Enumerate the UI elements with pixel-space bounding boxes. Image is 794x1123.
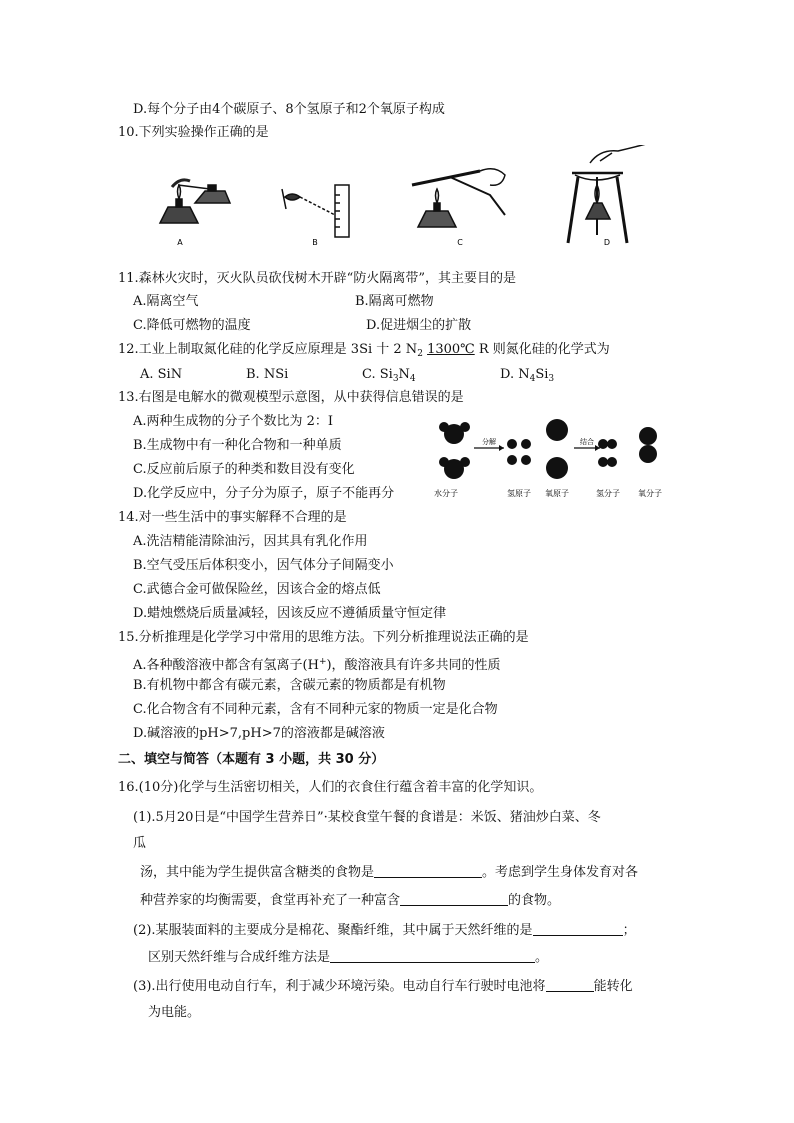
q14-stem: 14.对一些生活中的事实解释不合理的是 <box>118 510 347 525</box>
q10-label-d: D <box>603 238 611 247</box>
q10-fig-d-tripod <box>568 145 650 243</box>
q16-blank-carb-food[interactable] <box>374 863 482 878</box>
section2-title: 二、填空与简答（本题有 3 小题，共 30 分） <box>118 752 385 767</box>
q13-label-water: 水分子 <box>434 489 458 498</box>
q13-option-d: D.化学反应中，分子分为原子，原子不能再分 <box>133 486 395 501</box>
q16-part3-line1: (3).出行使用电动自行车，利于减少环境污染。电动自行车行驶时电池将 能转化 <box>133 979 633 994</box>
q15-option-c: C.化合物含有不同种元素，含有不同种元家的物质一定是化合物 <box>133 702 498 717</box>
q10-label-b: B <box>312 238 318 247</box>
q16-part1-line2: 瓜 <box>133 836 147 851</box>
q12-option-d: D. $N_4Si_3$ <box>500 367 555 384</box>
q15-option-d: D.碱溶液的pH>7,pH>7的溶液都是碱溶液 <box>133 726 385 741</box>
q10-label-c: C <box>457 238 463 247</box>
q11-option-c: C.降低可燃物的温度 <box>133 318 251 333</box>
q13-arrow2-label: 结合 <box>580 438 594 446</box>
q16-part1-line1: (1).5月20日是“中国学生营养日”·某校食堂午餐的食谱是：米饭、猪油炒白菜、冬 <box>133 810 601 825</box>
q11-option-d: D.促进烟尘的扩散 <box>366 318 472 333</box>
q13-arrow1-label: 分解 <box>482 438 496 446</box>
q11-option-b: B.隔离可燃物 <box>355 294 434 309</box>
q16-blank-energy[interactable] <box>546 977 594 992</box>
q13-hydrogen-molecules <box>598 439 617 467</box>
q13-label-h-atom: 氢原子 <box>507 489 531 498</box>
q15-stem: 15.分析推理是化学学习中常用的思维方法。下列分析推理说法正确的是 <box>118 630 529 645</box>
q13-water-molecules <box>439 422 470 479</box>
q11-stem: 11.森林火灾时，灭火队员砍伐树木开辟“防火隔离带”，其主要目的是 <box>118 271 516 286</box>
q12-stem: 12.工业上制取氮化硅的化学反应原理是 3Si 十 2 $N_2$ 1300℃ R 则氮化硅的化学式为 <box>118 342 610 359</box>
q16-stem: 16.(10分)化学与生活密切相关，人们的衣食住行蕴含着丰富的化学知识。 <box>118 780 543 795</box>
q10-fig-c-heating <box>412 169 505 227</box>
q13-electrolysis-figure <box>432 414 672 502</box>
q13-stem: 13.右图是电解水的微观模型示意图，从中获得信息错误的是 <box>118 390 464 405</box>
q12-option-c: C. $Si_3N_4$ <box>362 367 416 384</box>
q14-option-b: B.空气受压后体积变小，因气体分子间隔变小 <box>133 558 394 573</box>
q9-option-d: D.每个分子由4个碳原子、8个氢原子和2个氧原子构成 <box>133 102 445 117</box>
q10-figure <box>150 145 670 250</box>
q12-option-b: B. NSi <box>246 367 289 382</box>
q14-option-d: D.蜡烛燃烧后质量减轻，因该反应不遵循质量守恒定律 <box>133 606 447 621</box>
q13-oxygen-molecule <box>639 427 657 463</box>
q12-condition: 1300℃ <box>427 342 475 357</box>
q14-option-c: C.武德合金可做保险丝，因该合金的熔点低 <box>133 582 381 597</box>
q16-part2-line2: 区别天然纤维与合成纤维方法是 。 <box>148 950 549 965</box>
q16-blank-fiber-method[interactable] <box>330 948 535 963</box>
q13-option-c: C.反应前后原子的种类和数目没有变化 <box>133 462 355 477</box>
q16-blank-natural-fiber[interactable] <box>533 921 623 936</box>
q16-part2-line1: (2).某服装面料的主要成分是棉花、聚酯纤维，其中属于天然纤维的是 ； <box>133 923 636 938</box>
q13-hydrogen-atoms <box>507 439 531 465</box>
q15-option-b: B.有机物中都含有碳元素，含碳元素的物质都是有机物 <box>133 678 446 693</box>
q10-fig-a-alcohol-lamps <box>160 180 230 223</box>
q10-label-a: A <box>177 238 183 247</box>
q14-option-a: A.洗洁精能清除油污，因其具有乳化作用 <box>133 534 368 549</box>
q10-stem: 10.下列实验操作正确的是 <box>118 125 269 140</box>
q12-option-a: A. SiN <box>140 367 183 382</box>
q16-blank-nutrient[interactable] <box>400 891 508 906</box>
q13-oxygen-atoms <box>546 419 568 479</box>
q16-part1-line3: 汤，其中能为学生提供富含糖类的食物是 。考虑到学生身体发育对各 <box>140 865 639 880</box>
q16-part1-line4: 种营养家的均衡需要，食堂再补充了一种富含 的食物。 <box>140 893 561 908</box>
q13-option-b: B.生成物中有一种化合物和一种单质 <box>133 438 342 453</box>
q13-label-o-atom: 氧原子 <box>545 489 569 498</box>
q11-option-a: A.隔离空气 <box>133 294 199 309</box>
q15-option-a: A.各种酸溶液中都含有氢离子(H+)，酸溶液具有许多共同的性质 <box>133 657 501 673</box>
q16-part3-line2: 为电能。 <box>148 1005 201 1020</box>
q13-label-h-molecule: 氢分子 <box>596 489 620 498</box>
q10-fig-b-cylinder <box>282 185 349 237</box>
q13-option-a: A.两种生成物的分子个数比为 2：I <box>133 414 334 429</box>
q13-label-o-molecule: 氧分子 <box>638 489 662 498</box>
